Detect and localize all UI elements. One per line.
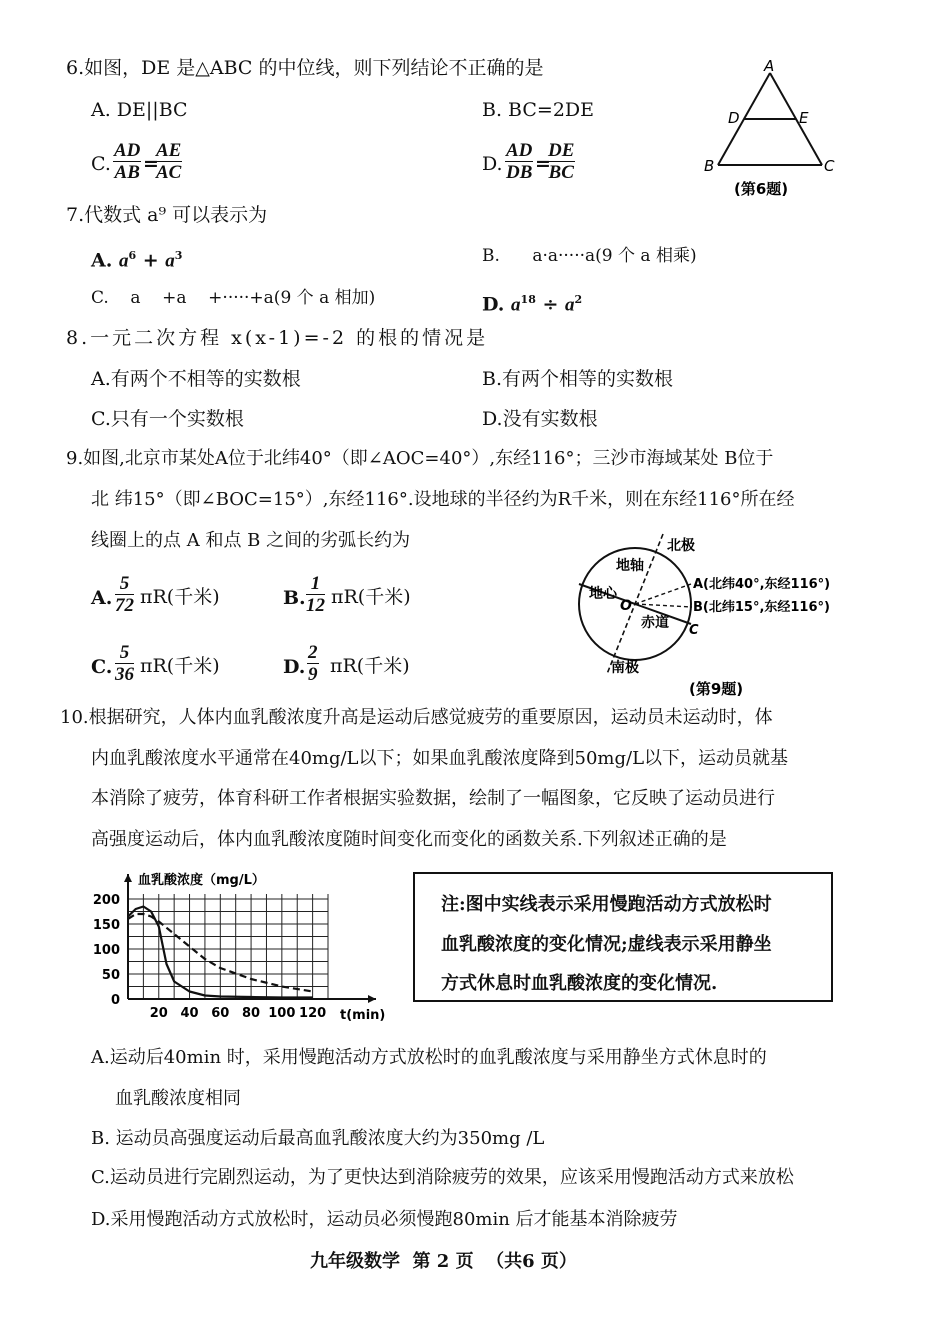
q6-c-fraction-1 bbox=[113, 140, 141, 183]
q7-a-plus: + bbox=[136, 249, 166, 272]
earth-center-label: 地心 bbox=[589, 586, 617, 602]
q6-option-c-label: C. bbox=[91, 153, 111, 175]
q10-stem-line1: 10.根据研究，人体内血乳酸浓度升高是运动后感觉疲劳的重要原因，运动员未运动时，体 bbox=[60, 707, 773, 728]
earth-axis-label: 地轴 bbox=[616, 558, 644, 574]
q9-option-a-label: A. bbox=[91, 587, 113, 609]
q7-d-base1: a bbox=[511, 294, 521, 316]
equator-label: 赤道 bbox=[641, 615, 669, 631]
q7-a-exp2: 3 bbox=[174, 249, 183, 262]
q9-option-d-label: D. bbox=[283, 656, 306, 678]
radius-oa bbox=[635, 584, 691, 604]
q8-option-d: D.没有实数根 bbox=[482, 408, 598, 430]
q9-d-fraction bbox=[307, 642, 319, 685]
q10-option-a-line2: 血乳酸浓度相同 bbox=[115, 1088, 241, 1109]
vertex-e-label: E bbox=[799, 109, 809, 127]
vertex-c-label: C bbox=[824, 157, 835, 175]
fraction-numerator: 2 bbox=[308, 642, 318, 663]
q7-d-label: D. bbox=[482, 293, 505, 316]
q7-a-base2: a bbox=[165, 250, 175, 272]
q8-option-c: C.只有一个实数根 bbox=[91, 408, 244, 430]
vertex-a-label: A bbox=[764, 57, 775, 75]
fraction-denominator: 12 bbox=[306, 595, 325, 616]
fraction-numerator: 1 bbox=[306, 573, 325, 595]
south-pole-label: 南极 bbox=[611, 660, 639, 676]
q9-option-c-tail: πR(千米) bbox=[140, 655, 220, 677]
x-tick-label: 80 bbox=[242, 1006, 261, 1021]
x-tick-label: 40 bbox=[180, 1006, 199, 1021]
q9-b-fraction bbox=[306, 573, 325, 616]
y-axis-title: 血乳酸浓度（mg/L） bbox=[138, 873, 265, 888]
chart-note-line3: 方式休息时血乳酸浓度的变化情况. bbox=[441, 973, 718, 994]
q7-option-a bbox=[91, 244, 182, 273]
fraction-numerator: AD bbox=[114, 140, 141, 161]
y-tick-label: 50 bbox=[101, 968, 120, 983]
fraction-numerator: 5 bbox=[115, 573, 134, 595]
q6-d-fraction-2 bbox=[547, 140, 575, 183]
chart-note-box bbox=[413, 872, 833, 1002]
fraction-denominator: AB bbox=[114, 162, 140, 183]
point-b-label: B(北纬15°,东经116°) bbox=[693, 600, 830, 615]
q7-option-b: B. a·a·····a(9 个 a 相乘) bbox=[482, 246, 697, 266]
x-tick-label: 20 bbox=[149, 1006, 168, 1021]
point-c-label: C bbox=[689, 623, 699, 638]
q10-stem-line2: 内血乳酸浓度水平通常在40mg/L以下；如果血乳酸浓度降到50mg/L以下，运动员就基 bbox=[91, 748, 789, 769]
point-a-label: A(北纬40°,东经116°) bbox=[693, 577, 831, 592]
fraction-numerator: AE bbox=[156, 140, 182, 161]
q7-option-c: C. a +a +·····+a(9 个 a 相加) bbox=[91, 288, 376, 308]
fraction-numerator: AD bbox=[506, 140, 533, 161]
q7-option-d bbox=[482, 288, 582, 317]
fraction-denominator: 36 bbox=[115, 664, 134, 685]
triangle-figure bbox=[700, 55, 850, 200]
q6-c-fraction-2 bbox=[155, 140, 182, 183]
fraction-denominator: AC bbox=[156, 162, 182, 183]
lactate-chart bbox=[88, 864, 398, 1024]
x-tick-label: 100 bbox=[268, 1006, 296, 1021]
q6-option-d-label: D. bbox=[482, 153, 503, 175]
vertex-d-label: D bbox=[728, 109, 740, 127]
center-o-label: O bbox=[620, 598, 632, 614]
north-pole-label: 北极 bbox=[667, 538, 695, 554]
q6-d-equals: = bbox=[535, 153, 551, 175]
q9-option-c-label: C. bbox=[91, 656, 113, 678]
chart-note-line2: 血乳酸浓度的变化情况;虚线表示采用静坐 bbox=[441, 934, 772, 955]
q6-d-fraction-1 bbox=[505, 140, 533, 183]
x-axis-title: t(min) bbox=[340, 1008, 386, 1023]
q10-option-a-line1: A.运动后40min 时，采用慢跑活动方式放松时的血乳酸浓度与采用静坐方式休息时的 bbox=[91, 1047, 767, 1068]
q10-option-c: C.运动员进行完剧烈运动，为了更快达到消除疲劳的效果，应该采用慢跑活动方式来放松 bbox=[91, 1167, 794, 1188]
q7-d-exp2: 2 bbox=[574, 293, 583, 306]
fraction-denominator: BC bbox=[548, 162, 574, 183]
q6-option-b: B. BC=2DE bbox=[482, 99, 595, 121]
figure-6-caption: (第6题) bbox=[734, 180, 789, 198]
q9-option-d-tail: πR(千米) bbox=[330, 655, 410, 677]
q6-option-a: A. DE||BC bbox=[91, 99, 188, 121]
q9-stem-line1: 9.如图,北京市某处A位于北纬40°（即∠AOC=40°）,东经116°；三沙市海域某处 B位于 bbox=[66, 448, 774, 469]
q7-a-label: A. bbox=[91, 249, 113, 272]
x-axis-arrow bbox=[368, 995, 376, 1003]
q7-d-base2: a bbox=[565, 294, 575, 316]
fraction-denominator: 72 bbox=[115, 595, 134, 616]
y-tick-label: 200 bbox=[92, 893, 120, 908]
fraction-numerator: 5 bbox=[115, 642, 134, 664]
figure-9-caption: (第9题) bbox=[689, 680, 744, 698]
y-axis-arrow bbox=[124, 874, 132, 882]
q9-a-fraction bbox=[115, 573, 134, 616]
x-tick-label: 120 bbox=[299, 1006, 327, 1021]
chart-note-line1: 注:图中实线表示采用慢跑活动方式放松时 bbox=[441, 894, 772, 915]
y-tick-label: 0 bbox=[110, 993, 120, 1008]
q9-option-a-tail: πR(千米) bbox=[140, 586, 220, 608]
x-tick-label: 60 bbox=[211, 1006, 230, 1021]
q10-stem-line3: 本消除了疲劳，体育科研工作者根据实验数据，绘制了一幅图象，它反映了运动员进行 bbox=[91, 788, 775, 809]
q7-d-exp1: 18 bbox=[520, 293, 536, 306]
q9-option-b-tail: πR(千米) bbox=[331, 586, 411, 608]
q6-c-equals: = bbox=[143, 153, 159, 175]
q6-stem: 6.如图，DE 是△ABC 的中位线，则下列结论不正确的是 bbox=[66, 57, 544, 79]
q10-option-b: B. 运动员高强度运动后最高血乳酸浓度大约为350mg /L bbox=[91, 1128, 545, 1149]
page-footer: 九年级数学 第 2 页 （共6 页） bbox=[310, 1251, 577, 1272]
q8-stem: 8.一元二次方程 x(x-1)=-2 的根的情况是 bbox=[66, 327, 489, 349]
q9-option-b-label: B. bbox=[283, 587, 306, 609]
q10-stem-line4: 高强度运动后，体内血乳酸浓度随时间变化而变化的函数关系.下列叙述正确的是 bbox=[91, 829, 727, 850]
fraction-numerator: DE bbox=[548, 140, 575, 161]
q9-stem-line3: 线圈上的点 A 和点 B 之间的劣弧长约为 bbox=[91, 530, 411, 551]
q10-option-d: D.采用慢跑活动方式放松时，运动员必须慢跑80min 后才能基本消除疲劳 bbox=[91, 1209, 678, 1230]
q9-stem-line2: 北 纬15°（即∠BOC=15°）,东经116°.设地球的半径约为R千米，则在东经116°所在经 bbox=[91, 489, 795, 510]
earth-figure bbox=[575, 530, 905, 705]
q7-a-exp1: 6 bbox=[128, 249, 137, 262]
q7-stem: 7.代数式 a⁹ 可以表示为 bbox=[66, 204, 268, 226]
q7-d-div: ÷ bbox=[535, 293, 566, 316]
q9-c-fraction bbox=[115, 642, 134, 685]
y-tick-label: 150 bbox=[92, 918, 120, 933]
vertex-b-label: B bbox=[704, 157, 715, 175]
fraction-denominator: 9 bbox=[308, 664, 318, 685]
q8-option-a: A.有两个不相等的实数根 bbox=[91, 368, 301, 390]
fraction-denominator: DB bbox=[506, 162, 533, 183]
y-tick-label: 100 bbox=[92, 943, 120, 958]
q7-a-base1: a bbox=[118, 250, 129, 272]
q8-option-b: B.有两个相等的实数根 bbox=[482, 368, 674, 390]
